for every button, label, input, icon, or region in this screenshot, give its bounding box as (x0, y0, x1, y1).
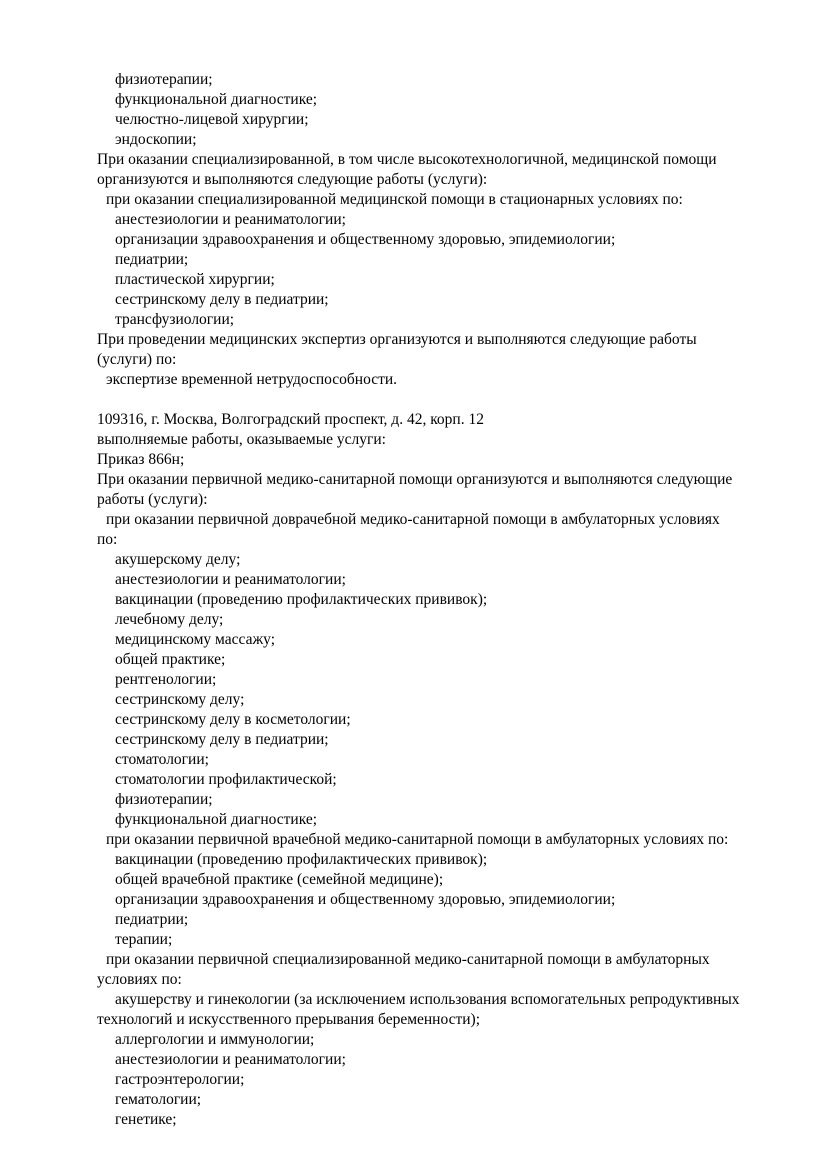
text-line: функциональной диагностике; (115, 811, 318, 828)
text-line: При проведении медицинских экспертиз организуются и выполняются следующие работы (97, 331, 697, 348)
text-line: педиатрии; (115, 251, 189, 268)
text-line: анестезиологии и реаниматологии; (115, 571, 346, 588)
text-line: сестринскому делу; (115, 691, 245, 708)
text-line: по: (97, 531, 118, 548)
text-line: при оказании первичной доврачебной медико-санитарной помощи в амбулаторных условиях (106, 511, 720, 528)
text-line: при оказании специализированной медицинской помощи в стационарных условиях по: (106, 191, 683, 208)
text-line: общей врачебной практике (семейной медицине); (115, 871, 444, 888)
text-line: При оказании первичной медико-санитарной помощи организуются и выполняются следующие (97, 471, 733, 488)
text-line: При оказании специализированной, в том числе высокотехнологичной, медицинской помощи (97, 151, 717, 168)
text-line: рентгенологии; (115, 671, 217, 688)
text-line: вакцинации (проведению профилактических прививок); (115, 851, 488, 868)
text-line: (услуги) по: (97, 351, 177, 368)
text-line: условиях по: (97, 971, 182, 988)
text-line: работы (услуги): (97, 491, 208, 508)
text-line: экспертизе временной нетрудоспособности. (106, 371, 398, 388)
text-line: при оказании первичной врачебной медико-санитарной помощи в амбулаторных условиях по: (106, 831, 729, 848)
text-line: сестринскому делу в косметологии; (115, 711, 351, 728)
text-line: акушерскому делу; (115, 551, 241, 568)
text-line: генетике; (115, 1111, 177, 1128)
text-line: сестринскому делу в педиатрии; (115, 731, 329, 748)
text-line: технологий и искусственного прерывания беременности); (97, 1011, 481, 1028)
text-line: челюстно-лицевой хирургии; (115, 111, 309, 128)
text-line: аллергологии и иммунологии; (115, 1031, 315, 1048)
text-line: гастроэнтерологии; (115, 1071, 245, 1088)
text-line: эндоскопии; (115, 131, 197, 148)
text-line: при оказании первичной специализированной медико-санитарной помощи в амбулаторных (106, 951, 710, 968)
text-line: общей практике; (115, 651, 226, 668)
text-line: вакцинации (проведению профилактических прививок); (115, 591, 488, 608)
text-line: стоматологии; (115, 751, 209, 768)
blank-line (0, 390, 826, 410)
text-line: выполняемые работы, оказываемые услуги: (97, 431, 386, 448)
text-line: педиатрии; (115, 911, 189, 928)
text-line: анестезиологии и реаниматологии; (115, 211, 346, 228)
text-line: акушерству и гинекологии (за исключением использования вспомогательных репродуктивных (115, 991, 740, 1008)
text-line: физиотерапии; (115, 71, 213, 88)
text-line: пластической хирургии; (115, 271, 275, 288)
text-line: трансфузиологии; (115, 311, 235, 328)
text-line: организации здравоохранения и общественному здоровью, эпидемиологии; (115, 231, 616, 248)
text-line: физиотерапии; (115, 791, 213, 808)
text-line: медицинскому массажу; (115, 631, 276, 648)
text-line: терапии; (115, 931, 173, 948)
text-line: лечебному делу; (115, 611, 224, 628)
text-line: организуются и выполняются следующие работы (услуги): (97, 171, 488, 188)
text-line: функциональной диагностике; (115, 91, 318, 108)
text-line: Приказ 866н; (97, 451, 185, 468)
text-line: организации здравоохранения и общественному здоровью, эпидемиологии; (115, 891, 616, 908)
text-line: стоматологии профилактической; (115, 771, 337, 788)
text-line: гематологии; (115, 1091, 202, 1108)
text-line: 109316, г. Москва, Волгоградский проспект, д. 42, корп. 12 (97, 411, 484, 428)
document-page (0, 70, 826, 1130)
text-line: анестезиологии и реаниматологии; (115, 1051, 346, 1068)
text-line: сестринскому делу в педиатрии; (115, 291, 329, 308)
